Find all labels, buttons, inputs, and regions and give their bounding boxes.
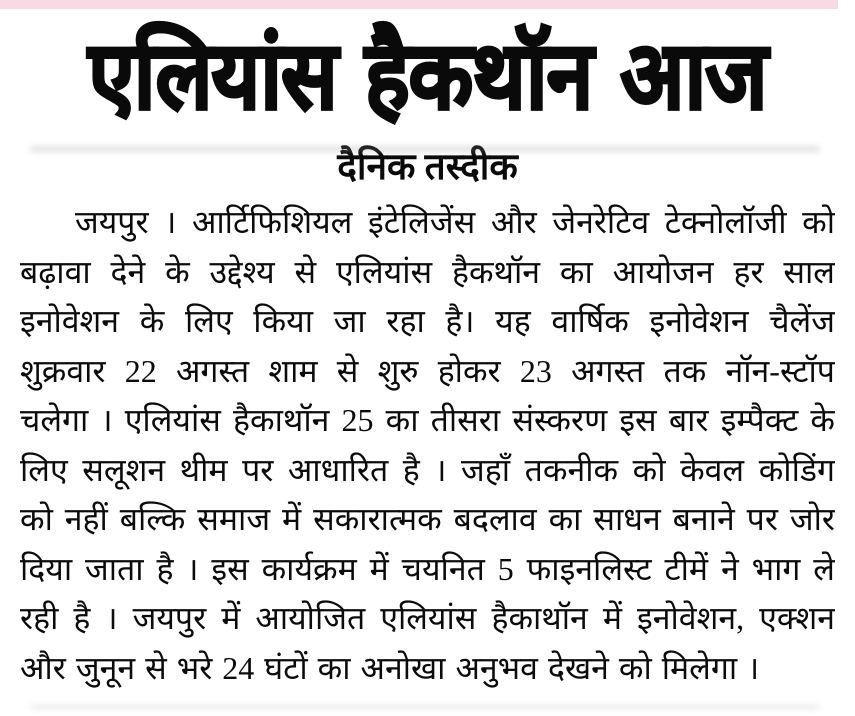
- article-line: दिया जाता है । इस कार्यक्रम में चयनित 5 फाइनलिस्ट टीमें ने भाग ले: [20, 550, 835, 587]
- article-body: [20, 198, 835, 693]
- newspaper-name: दैनिक तस्दीक: [337, 147, 518, 188]
- article-line: जयपुर । आर्टिफिशियल इंटेलिजेंस और जेनरेटिव टेक्नोलॉजी को: [75, 204, 835, 240]
- article-line: रही है । जयपुर में आयोजित एलियांस हैकाथॉन में इनोवेशन, एक्शन: [20, 600, 835, 636]
- scan-artifact-line: [30, 704, 820, 710]
- article-line: चलेगा । एलियांस हैकाथॉन 25 का तीसरा संस्करण इस बार इम्पैक्ट के: [20, 402, 835, 438]
- article-line: इनोवेशन के लिए किया जा रहा है। यह वार्षिक इनोवेशन चैलेंज: [20, 303, 835, 339]
- article-line: शुक्रवार 22 अगस्त शाम से शुरु होकर 23 अगस्त तक नॉन-स्टॉप: [20, 352, 835, 389]
- article-line: और जुनून से भरे 24 घंटों का अनोखा अनुभव देखने को मिलेगा ।: [20, 649, 760, 686]
- article-line: बढ़ावा देने के उद्देश्य से एलियांस हैकथॉन का आयोजन हर साल: [20, 253, 835, 290]
- article-line: लिए सलूशन थीम पर आधारित है । जहाँ तकनीक को केवल कोडिंग: [20, 451, 835, 488]
- article-line: को नहीं बल्कि समाज में सकारात्मक बदलाव का साधन बनाने पर जोर: [20, 501, 835, 537]
- headline: एलियांस हैकथॉन आज: [88, 20, 767, 131]
- scan-artifact-line: [30, 146, 820, 152]
